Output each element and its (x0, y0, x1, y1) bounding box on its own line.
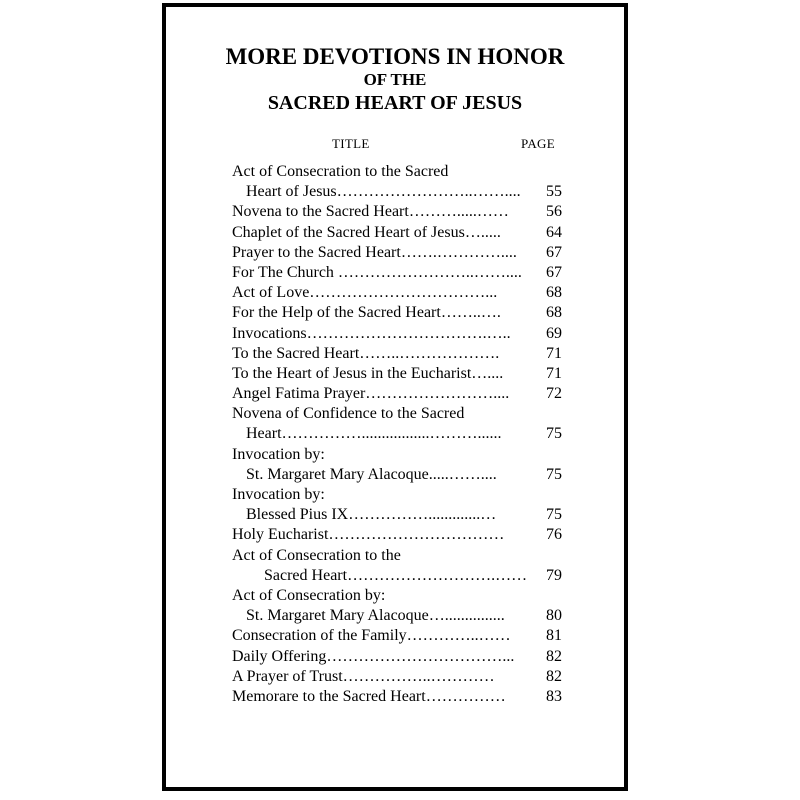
toc-entry (232, 202, 562, 222)
toc-entry-page: 75 (546, 465, 562, 483)
toc-entry-page: 82 (546, 647, 562, 665)
toc-entry (232, 525, 562, 545)
toc-entry (232, 243, 562, 263)
toc-entry-page: 71 (546, 364, 562, 382)
toc-entry (232, 283, 562, 303)
toc-entry (232, 364, 562, 384)
toc-entry-page: 82 (546, 667, 562, 685)
toc-entry (232, 606, 562, 626)
toc-entry-title: St. Margaret Mary Alacoque…............... (246, 607, 505, 625)
page-title (166, 45, 624, 113)
toc-entry (232, 404, 562, 424)
toc-entry (232, 263, 562, 283)
toc-entry-title: Consecration of the Family…………..…… (232, 627, 511, 645)
toc-entry (232, 667, 562, 687)
toc-entry-title: Angel Fatima Prayer…………………….... (232, 385, 510, 403)
toc-entry (232, 485, 562, 505)
toc-entry-page: 75 (546, 425, 562, 443)
column-header-title: TITLE (332, 136, 370, 151)
toc-entry (232, 445, 562, 465)
toc-entry (232, 626, 562, 646)
toc-entry-page: 81 (546, 627, 562, 645)
toc-entry (232, 324, 562, 344)
toc-entry (232, 344, 562, 364)
title-line-2: OF THE (363, 70, 427, 89)
toc-entry (232, 303, 562, 323)
toc-entry-title: For the Help of the Sacred Heart……..…. (232, 304, 501, 322)
toc-entry-title: A Prayer of Trust……………..………… (232, 667, 495, 685)
toc-entry-title: Holy Eucharist…………………………… (232, 526, 505, 544)
toc-entry-title: Act of Love……………………………... (232, 284, 498, 302)
toc-entry-title: To the Heart of Jesus in the Eucharist….... (232, 364, 504, 382)
toc-entry (232, 566, 562, 586)
toc-entry-page: 67 (546, 263, 562, 281)
toc-entry-page: 79 (546, 566, 562, 584)
toc-entry-title: Novena to the Sacred Heart……….....…… (232, 203, 509, 221)
toc-entry (232, 505, 562, 525)
toc-entry-title: For The Church ……………………..…….... (232, 263, 522, 281)
toc-entry (232, 586, 562, 606)
title-line-3: SACRED HEART OF JESUS (267, 92, 523, 114)
toc-entry-title: Daily Offering……………………………... (232, 647, 515, 665)
toc-entry-title: Heart of Jesus……………………..…….... (246, 183, 521, 201)
toc-entry-page: 80 (546, 607, 562, 625)
toc-entry-title: Invocation by: (232, 486, 325, 503)
toc-entry-page: 68 (546, 284, 562, 302)
table-of-contents (232, 162, 562, 707)
toc-entry (232, 687, 562, 707)
toc-entry-page: 67 (546, 243, 562, 261)
toc-entry-page: 68 (546, 304, 562, 322)
toc-entry-page: 83 (546, 687, 562, 705)
toc-entry-title: Act of Consecration by: (232, 586, 386, 604)
toc-entry-title: Act of Consecration to the Sacred (232, 163, 449, 180)
toc-entry-page: 55 (546, 183, 562, 201)
toc-entry-page: 72 (546, 385, 562, 403)
toc-entry-title: To the Sacred Heart……..………………. (232, 344, 500, 362)
title-line-1: MORE DEVOTIONS IN HONOR (225, 44, 565, 69)
toc-entry-title: Act of Consecration to the (232, 546, 401, 564)
toc-entry-page: 69 (546, 324, 562, 342)
toc-entry-page: 71 (546, 344, 562, 362)
toc-entry (232, 465, 562, 485)
toc-entry-title: Prayer to the Sacred Heart…….………….... (232, 243, 517, 261)
toc-entry-title: Heart…………….................………...... (246, 425, 502, 443)
toc-entry (232, 182, 562, 202)
page-frame (162, 3, 628, 791)
toc-entry (232, 647, 562, 667)
toc-entry-page: 56 (546, 203, 562, 221)
toc-entry-page: 75 (546, 506, 562, 524)
toc-entry-title: Invocations…………………………….….. (232, 324, 511, 342)
toc-entry-title: Invocation by: (232, 445, 325, 463)
toc-entry-title: Memorare to the Sacred Heart…………… (232, 687, 506, 705)
toc-entry (232, 424, 562, 444)
toc-entry (232, 162, 562, 182)
toc-entry-title: Novena of Confidence to the Sacred (232, 405, 465, 423)
toc-entry (232, 546, 562, 566)
toc-entry (232, 223, 562, 243)
toc-entry-title: St. Margaret Mary Alacoque.....…….... (246, 465, 497, 483)
toc-entry (232, 384, 562, 404)
toc-entry-page: 64 (546, 223, 562, 241)
toc-entry-title: Chaplet of the Sacred Heart of Jesus…..... (232, 223, 501, 241)
toc-entry-title: Sacred Heart……………………….…… (264, 566, 528, 584)
column-header-page: PAGE (521, 136, 555, 151)
toc-entry-title: Blessed Pius IX…………….............… (246, 506, 497, 524)
toc-entry-page: 76 (546, 526, 562, 544)
